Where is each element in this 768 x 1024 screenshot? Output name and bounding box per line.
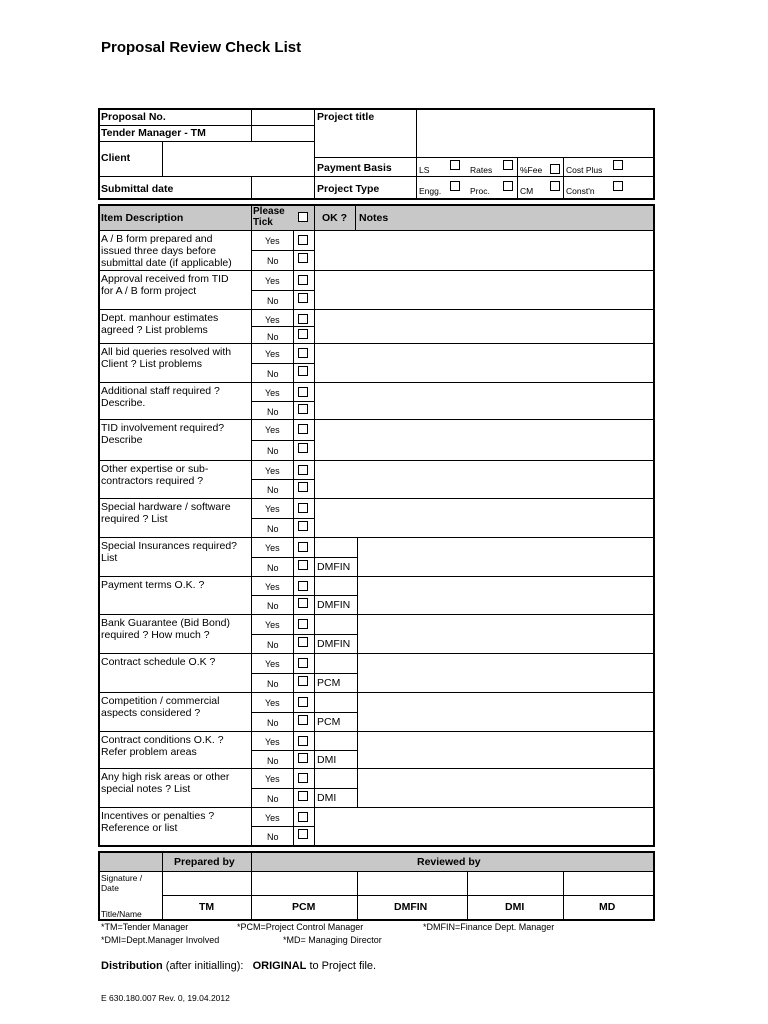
item-description: aspects considered ? [101,707,201,719]
item-description: agreed ? List problems [101,324,208,336]
no-checkbox[interactable] [298,366,308,376]
submittal-date-label: Submittal date [101,183,174,195]
tick-divider [293,576,294,614]
no-label: No [267,601,279,611]
type-engg-checkbox[interactable] [450,181,460,191]
row-divider [99,460,654,461]
signature-label: Signature / [101,873,143,883]
tick-divider [293,807,294,845]
role-dmi: DMI [505,901,525,913]
no-label: No [267,446,279,456]
payment-option-costplus: Cost Plus [566,165,603,175]
footnote-md: *MD= Managing Director [283,935,382,945]
yes-no-divider [252,595,314,596]
tender-manager-label: Tender Manager - TM [101,127,206,139]
yes-no-divider [252,363,314,364]
code-cell-divider [315,673,357,674]
row-divider [99,309,654,310]
responsible-code: DMI [317,754,337,766]
tick-divider [293,537,294,576]
row-divider [99,692,654,693]
role-md: MD [599,901,616,913]
page-title: Proposal Review Check List [101,39,302,56]
yes-checkbox[interactable] [298,619,308,629]
distribution-original: ORIGINAL [252,960,307,972]
payment-fee-checkbox[interactable] [550,164,560,174]
yes-no-divider [252,518,314,519]
role-dmfin: DMFIN [394,901,428,913]
yes-label: Yes [265,774,280,784]
no-checkbox[interactable] [298,482,308,492]
yes-no-divider [252,826,314,827]
tick-divider [293,614,294,653]
no-label: No [267,832,279,842]
no-checkbox[interactable] [298,293,308,303]
type-option-engg: Engg. [419,186,442,196]
role-tm: TM [199,901,215,913]
col-please-tick: Please Tick [253,206,285,228]
no-checkbox[interactable] [298,253,308,263]
yes-checkbox[interactable] [298,387,308,397]
yes-no-divider [252,673,314,674]
no-checkbox[interactable] [298,443,308,453]
col-notes: Notes [359,212,389,224]
tick-divider [293,419,294,460]
code-divider [357,614,358,653]
code-cell-divider [315,557,357,558]
yes-label: Yes [265,466,280,476]
item-description: Special hardware / software [101,501,231,513]
no-label: No [267,524,279,534]
document-reference: E 630.180.007 Rev. 0, 19.04.2012 [101,993,230,1003]
payment-rates-checkbox[interactable] [503,160,513,170]
no-checkbox[interactable] [298,829,308,839]
yes-checkbox[interactable] [298,465,308,475]
row-divider [99,768,654,769]
no-label: No [267,794,279,804]
no-checkbox[interactable] [298,560,308,570]
reviewed-by-label: Reviewed by [417,856,481,868]
item-description: Dept. manhour estimates [101,312,219,324]
payment-basis-label: Payment Basis [317,162,392,174]
tick-divider [293,731,294,768]
row-divider [99,576,654,577]
yes-no-divider [252,250,314,251]
responsible-code: PCM [317,677,341,689]
no-checkbox[interactable] [298,329,308,339]
no-label: No [267,407,279,417]
yes-label: Yes [265,582,280,592]
yes-checkbox[interactable] [298,503,308,513]
no-checkbox[interactable] [298,676,308,686]
item-description: for A / B form project [101,285,197,297]
footnote-pcm: *PCM=Project Control Manager [237,922,364,932]
no-label: No [267,679,279,689]
yes-label: Yes [265,737,280,747]
type-cm-checkbox[interactable] [550,181,560,191]
item-description: List [101,552,118,564]
date-label: Date [101,883,119,893]
item-description: Contract schedule O.K ? [101,656,216,668]
yes-checkbox[interactable] [298,697,308,707]
yes-checkbox[interactable] [298,314,308,324]
item-description: Reference or list [101,822,178,834]
no-label: No [267,485,279,495]
project-title-label: Project title [317,111,375,123]
yes-no-divider [252,290,314,291]
code-divider [357,731,358,768]
tick-divider [293,230,294,270]
checklist-bottom-border [98,845,655,847]
distribution-to: to Project file. [309,960,377,972]
yes-checkbox[interactable] [298,658,308,668]
tick-divider [293,343,294,382]
no-label: No [267,640,279,650]
code-divider [357,768,358,807]
row-divider [99,419,654,420]
payment-costplus-checkbox[interactable] [613,160,623,170]
code-cell-divider [315,712,357,713]
yes-label: Yes [265,813,280,823]
row-divider [99,537,654,538]
yes-label: Yes [265,388,280,398]
row-divider [99,807,654,808]
responsible-code: DMFIN [317,561,351,573]
distribution-label: Distribution [101,960,163,972]
type-proc-checkbox[interactable] [503,181,513,191]
no-checkbox[interactable] [298,637,308,647]
role-pcm: PCM [292,901,316,913]
row-divider [99,653,654,654]
item-description: contractors required ? [101,475,204,487]
yes-checkbox[interactable] [298,812,308,822]
yes-label: Yes [265,315,280,325]
proposal-no-label: Proposal No. [101,111,166,123]
no-checkbox[interactable] [298,598,308,608]
no-checkbox[interactable] [298,404,308,414]
yes-no-divider [252,401,314,402]
item-description: A / B form prepared and [101,233,213,245]
yes-no-divider [252,440,314,441]
yes-checkbox[interactable] [298,424,308,434]
item-description: Describe. [101,397,146,409]
responsible-code: DMFIN [317,638,351,650]
yes-no-divider [252,788,314,789]
yes-checkbox[interactable] [298,773,308,783]
payment-option-fee: %Fee [520,165,543,175]
no-label: No [267,369,279,379]
item-description: Approval received from TID [101,273,229,285]
type-option-construction: Const'n [566,186,595,196]
yes-no-divider [252,326,314,327]
type-option-proc: Proc. [470,186,490,196]
item-description: Incentives or penalties ? [101,810,215,822]
code-cell-divider [315,634,357,635]
no-label: No [267,563,279,573]
row-divider [99,498,654,499]
item-description: All bid queries resolved with [101,346,232,358]
row-divider [99,270,654,271]
item-description: Competition / commercial [101,695,220,707]
tick-divider [293,768,294,807]
item-description: special notes ? List [101,783,191,795]
item-description: Additional staff required ? [101,385,220,397]
tick-divider [293,653,294,692]
footnote-tm: *TM=Tender Manager [101,922,189,932]
yes-checkbox[interactable] [298,736,308,746]
item-description: Refer problem areas [101,746,197,758]
tick-divider [293,460,294,498]
project-type-label: Project Type [317,183,380,195]
no-checkbox[interactable] [298,791,308,801]
item-description: Special Insurances required? [101,540,237,552]
no-label: No [267,332,279,342]
type-construction-checkbox[interactable] [613,181,623,191]
code-divider [357,576,358,614]
item-description: Describe [101,434,143,446]
item-description: issued three days before [101,245,216,257]
code-cell-divider [315,595,357,596]
no-label: No [267,256,279,266]
code-divider [357,692,358,731]
code-cell-divider [315,750,357,751]
payment-ls-checkbox[interactable] [450,160,460,170]
responsible-code: DMFIN [317,599,351,611]
footnote-dmfin: *DMFIN=Finance Dept. Manager [423,922,555,932]
yes-checkbox[interactable] [298,581,308,591]
no-checkbox[interactable] [298,521,308,531]
tick-divider [293,309,294,343]
tick-divider [293,498,294,537]
tick-divider [293,382,294,419]
yes-checkbox[interactable] [298,235,308,245]
row-divider [99,614,654,615]
col-ok: OK ? [322,212,348,224]
yes-checkbox[interactable] [298,542,308,552]
payment-option-rates: Rates [470,165,493,175]
responsible-code: PCM [317,716,341,728]
yes-no-divider [252,634,314,635]
row-divider [99,382,654,383]
item-description: Client ? List problems [101,358,202,370]
yes-checkbox[interactable] [298,275,308,285]
responsible-code: DMI [317,792,337,804]
code-divider [357,537,358,576]
row-divider [99,731,654,732]
footnote-dmi: *DMI=Dept.Manager Involved [101,935,220,945]
yes-no-divider [252,712,314,713]
no-label: No [267,756,279,766]
client-label: Client [101,152,131,164]
distribution-after: (after initialling): [165,960,244,972]
yes-label: Yes [265,620,280,630]
yes-label: Yes [265,425,280,435]
no-label: No [267,296,279,306]
tick-divider [293,692,294,731]
title-name-label: Title/Name [101,909,142,919]
yes-label: Yes [265,698,280,708]
item-description: required ? List [101,513,168,525]
row-divider [99,343,654,344]
item-description: Other expertise or sub- [101,463,209,475]
type-option-cm: CM [520,186,534,196]
yes-label: Yes [265,276,280,286]
item-description: Contract conditions O.K. ? [101,734,224,746]
yes-label: Yes [265,236,280,246]
distribution-line [101,960,376,972]
item-description: Any high risk areas or other [101,771,230,783]
yes-label: Yes [265,543,280,553]
yes-checkbox[interactable] [298,348,308,358]
code-divider [357,653,358,692]
no-checkbox[interactable] [298,715,308,725]
yes-label: Yes [265,504,280,514]
item-description: required ? How much ? [101,629,210,641]
tick-divider [293,270,294,309]
yes-no-divider [252,750,314,751]
col-item-description: Item Description [101,212,184,224]
no-checkbox[interactable] [298,753,308,763]
item-description: TID involvement required? [101,422,225,434]
yes-no-divider [252,479,314,480]
prepared-by-label: Prepared by [174,856,235,868]
yes-label: Yes [265,349,280,359]
item-description: Bank Guarantee (Bid Bond) [101,617,230,629]
yes-label: Yes [265,659,280,669]
yes-no-divider [252,557,314,558]
code-cell-divider [315,788,357,789]
payment-option-ls: LS [419,165,430,175]
item-description: submittal date (if applicable) [101,257,232,269]
tick-header-checkbox [298,212,308,222]
item-description: Payment terms O.K. ? [101,579,205,591]
no-label: No [267,718,279,728]
